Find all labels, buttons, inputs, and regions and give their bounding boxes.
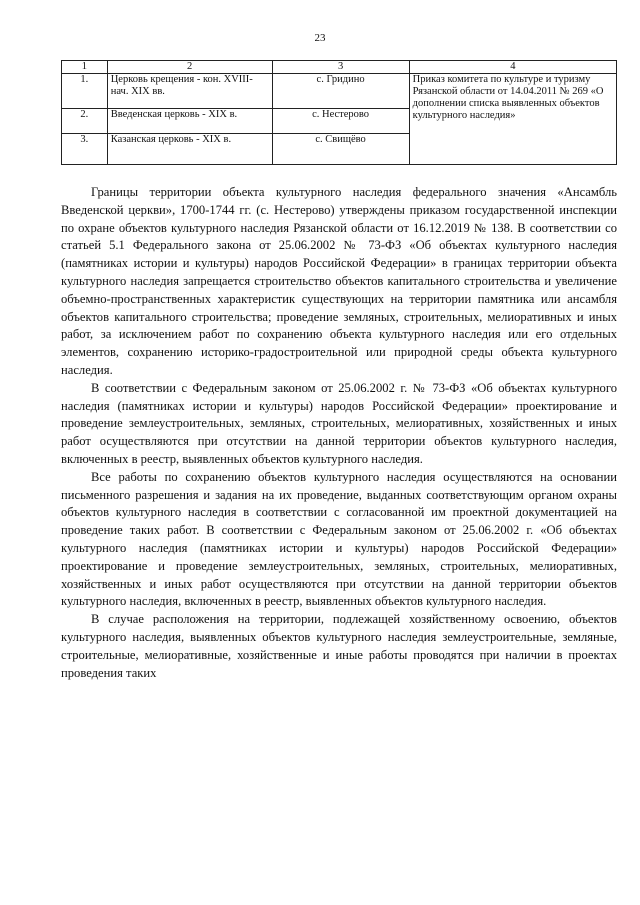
page-number: 23 [314, 32, 326, 44]
column-header: 3 [272, 61, 409, 74]
location-cell: с. Свищёво [272, 134, 409, 165]
column-header: 2 [107, 61, 272, 74]
column-header: 1 [62, 61, 108, 74]
row-number-cell: 2. [62, 109, 108, 134]
document-cell: Приказ комитета по культуре и туризму Рязанской области от 14.04.2011 № 269 «О дополнении списка выявленных объектов культурного наследия» [409, 74, 616, 165]
object-name-cell: Казанская церковь - XIX в. [107, 134, 272, 165]
location-cell: с. Нестерово [272, 109, 409, 134]
document-body [61, 184, 617, 682]
paragraph: В случае расположения на территории, подлежащей хозяйственному освоению, объектов культурного наследия, выявленных объектов культурного наследия землеустроительные, земляные, строительные, мелиоративные, хозяйственные и иные работы проводятся при наличии в проектах проведения таких [61, 612, 617, 680]
paragraph: Все работы по сохранению объектов культурного наследия осуществляются на основании письменного разрешения и задания на их проведение, выданных соответствующим органом охраны объектов культурного наследия в соответствии с согласованной им проектной документацией на проведение таких работ. В соответствии с Федеральным законом от 25.06.2002 г. «Об объектах культурного наследия (памятниках истории и культуры) народов Российской Федерации» проектирование и проведение землеустроительных, земляных, строительных, мелиоративных, хозяйственных и иных работ осуществляются при отсутствии на данной территории объектов культурного наследия, включенных в реестр, выявленных объектов культурного наследия. [61, 469, 617, 609]
heritage-objects-table [61, 60, 617, 165]
paragraph: В соответствии с Федеральным законом от 25.06.2002 г. № 73-ФЗ «Об объектах культурного наследия (памятниках истории и культуры) народов Российской Федерации» проектирование и проведение землеустроительных, земляных, строительных, мелиоративных, хозяйственных и иных работ осуществляются при отсутствии на данной территории объектов культурного наследия, включенных в реестр, выявленных объектов культурного наследия. [61, 380, 617, 466]
column-header: 4 [409, 61, 616, 74]
table-row [62, 74, 617, 109]
row-number-cell: 1. [62, 74, 108, 109]
location-cell: с. Гридино [272, 74, 409, 109]
object-name-cell: Введенская церковь - XIX в. [107, 109, 272, 134]
object-name-cell: Церковь крещения - кон. XVIII-нач. XIX вв. [107, 74, 272, 109]
paragraph: Границы территории объекта культурного наследия федерального значения «Ансамбль Введенской церкви», 1700-1744 гг. (с. Нестерово) утверждены приказом государственной инспекции по охране объектов культурного наследия Рязанской области от 16.12.2019 № 138. В соответствии со статьей 5.1 Федерального закона от 25.06.2002 № 73-ФЗ «Об объектах культурного наследия (памятниках истории и культуры) народов Российской Федерации» в границах территории объекта культурного наследия запрещается строительство объектов капитального строительства и увеличение объемно-пространственных характеристик существующих на территории памятника или ансамбля объектов капитального строительства; проведение земляных, строительных, мелиоративных и иных работ, за исключением работ по сохранению объекта культурного наследия или его отдельных элементов, сохранению историко-градостроительной или природной среды объекта культурного наследия. [61, 185, 617, 377]
table-header-row [62, 61, 617, 74]
row-number-cell: 3. [62, 134, 108, 165]
